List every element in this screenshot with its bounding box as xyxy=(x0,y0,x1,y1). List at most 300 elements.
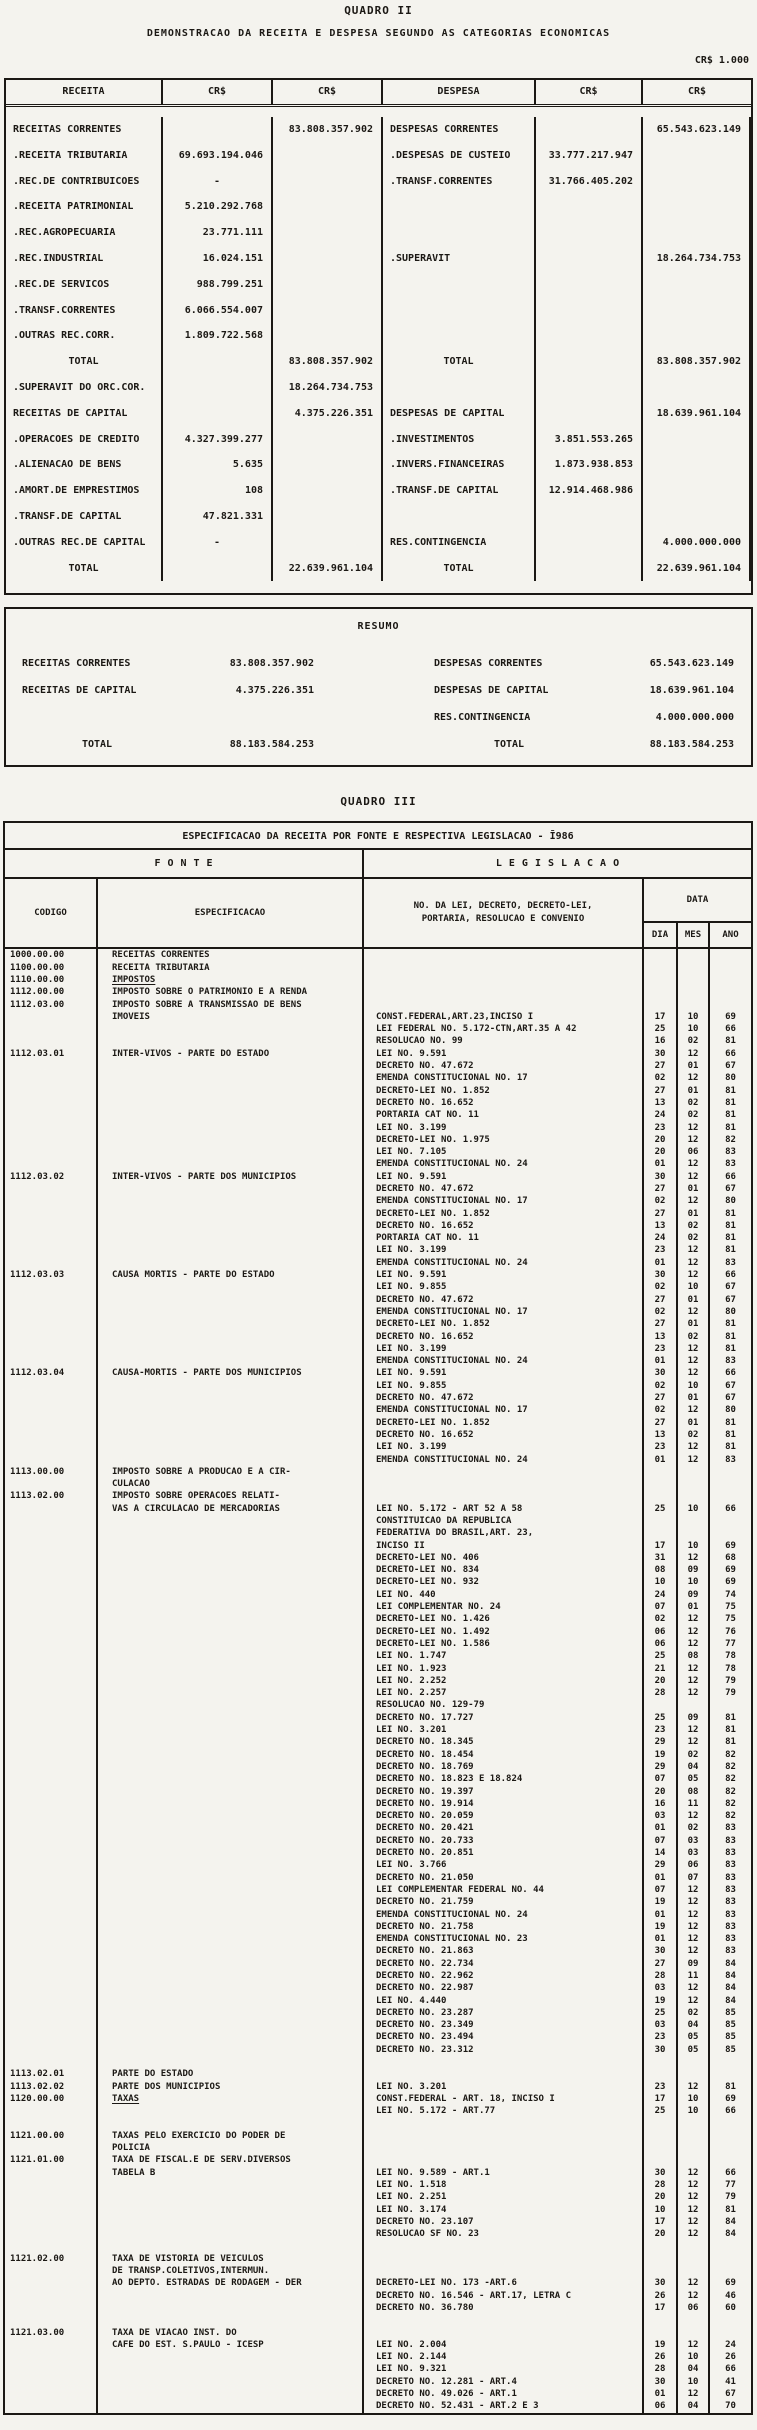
q3-ano-cell: 69 xyxy=(725,2093,736,2104)
q3-mes-cell: 10 xyxy=(678,1023,710,1035)
q2-receita-label: .REC.AGROPECUARIA xyxy=(6,220,163,246)
q3-dia-cell: 26 xyxy=(644,2351,678,2363)
q3-legislacao-cell xyxy=(364,949,644,961)
q3-codigo-cell xyxy=(5,2277,98,2289)
q3-codigo-cell: 1121.02.00 xyxy=(5,2253,98,2265)
q3-legislacao-cell: LEI NO. 5.172 - ART.77 xyxy=(364,2105,644,2117)
q3-ano-cell: 83 xyxy=(725,1860,736,1871)
q3-codigo-cell xyxy=(5,1749,98,1761)
q3-especificacao-cell xyxy=(98,2044,364,2056)
q3-mes-cell: 02 xyxy=(678,1109,710,1121)
q3-dia-cell: 07 xyxy=(644,1773,678,1785)
q3-codigo-cell xyxy=(5,1884,98,1896)
q3-legislacao-cell: LEI NO. 3.201 xyxy=(364,1724,644,1736)
q3-codigo-cell xyxy=(5,2056,98,2068)
q3-dia-cell xyxy=(644,2154,678,2166)
q3-especificacao-cell xyxy=(98,1281,364,1293)
q2-receita-label: .AMORT.DE EMPRESTIMOS xyxy=(6,478,163,504)
q2-receita-total xyxy=(273,220,383,246)
quadro2-table xyxy=(4,78,753,595)
q3-dia-cell: 01 xyxy=(644,2388,678,2400)
q3-dia-cell: 27 xyxy=(644,1060,678,1072)
q3-mes-cell: 01 xyxy=(678,1417,710,1429)
q3-mes-cell: 02 xyxy=(678,1331,710,1343)
q3-legislacao-cell: DECRETO NO. 18.769 xyxy=(364,1761,644,1773)
q3-especificacao-cell: PARTE DOS MUNICIPIOS xyxy=(98,2081,364,2093)
q3-especificacao-cell xyxy=(98,2314,364,2326)
q3-especificacao-cell xyxy=(98,1847,364,1859)
column-header-lei-line2: PORTARIA, RESOLUCAO E CONVENIO xyxy=(421,914,585,925)
q3-dia-cell: 25 xyxy=(644,1650,678,1662)
q3-dia-cell: 23 xyxy=(644,1343,678,1355)
q3-codigo-cell xyxy=(5,1503,98,1515)
q3-ano-cell: 82 xyxy=(725,1774,736,1785)
q3-table-line xyxy=(5,2130,751,2142)
q3-dia-cell: 13 xyxy=(644,1097,678,1109)
q3-legislacao-cell: DECRETO NO. 49.026 - ART.1 xyxy=(364,2388,644,2400)
q3-mes-cell: 12 xyxy=(678,1122,710,1134)
q3-especificacao-cell: IMPOSTO SOBRE OPERACOES RELATI- xyxy=(98,1490,364,1502)
q3-legislacao-cell: RESOLUCAO NO. 99 xyxy=(364,1035,644,1047)
q2-table-row xyxy=(6,530,751,556)
q3-legislacao-cell xyxy=(364,2265,644,2277)
q3-dia-cell: 14 xyxy=(644,1847,678,1859)
q3-legislacao-cell: DECRETO NO. 18.345 xyxy=(364,1736,644,1748)
q3-table-line xyxy=(5,949,751,961)
q3-codigo-cell xyxy=(5,1982,98,1994)
q3-table-line xyxy=(5,2302,751,2314)
q3-mes-cell xyxy=(678,1478,710,1490)
q3-dia-cell: 02 xyxy=(644,1072,678,1084)
q3-especificacao-cell xyxy=(98,1072,364,1084)
q3-ano-cell xyxy=(710,1699,751,1711)
q3-dia-cell: 31 xyxy=(644,1552,678,1564)
q3-table-line xyxy=(5,1048,751,1060)
q3-legislacao-cell: LEI NO. 4.440 xyxy=(364,1995,644,2007)
q3-ano-cell: 81 xyxy=(725,1220,736,1231)
q2-receita-value xyxy=(163,117,273,143)
q3-legislacao-cell: DECRETO NO. 21.863 xyxy=(364,1945,644,1957)
q3-ano-cell: 81 xyxy=(725,1036,736,1047)
q3-mes-cell xyxy=(678,962,710,974)
q3-codigo-cell xyxy=(5,2044,98,2056)
q3-legislacao-cell: LEI FEDERAL NO. 5.172-CTN,ART.35 A 42 xyxy=(364,1023,644,1035)
q3-especificacao-cell: IMOVEIS xyxy=(98,1011,364,1023)
q3-legislacao-cell: LEI NO. 9.591 xyxy=(364,1048,644,1060)
q3-dia-cell: 20 xyxy=(644,1146,678,1158)
q3-table-line xyxy=(5,2031,751,2043)
q3-ano-cell: 84 xyxy=(725,1983,736,1994)
q3-dia-cell: 28 xyxy=(644,2363,678,2375)
q2-despesa-value: 1.873.938.853 xyxy=(536,452,643,478)
q2-receita-total: 4.375.226.351 xyxy=(273,401,383,427)
q3-mes-cell: 02 xyxy=(678,1220,710,1232)
q3-table-line xyxy=(5,2400,751,2412)
column-header-cr2: CR$ xyxy=(273,80,383,104)
q3-codigo-cell xyxy=(5,2302,98,2314)
q2-despesa-label: TOTAL xyxy=(383,349,536,375)
q2-receita-total xyxy=(273,452,383,478)
q2-despesa-label xyxy=(383,194,536,220)
q3-codigo-cell xyxy=(5,1872,98,1884)
q3-codigo-cell xyxy=(5,2400,98,2412)
q3-especificacao-cell: TAXA DE VIACAO INST. DO xyxy=(98,2327,364,2339)
q2-despesa-value: 3.851.553.265 xyxy=(536,427,643,453)
q3-ano-cell: 70 xyxy=(725,2401,736,2412)
q3-mes-cell: 12 xyxy=(678,1171,710,1183)
q3-table-line xyxy=(5,1454,751,1466)
resumo-label: DESPESAS CORRENTES xyxy=(434,658,543,670)
q3-especificacao-cell xyxy=(98,1195,364,1207)
q3-codigo-cell xyxy=(5,1613,98,1625)
q3-dia-cell xyxy=(644,949,678,961)
q3-mes-cell: 12 xyxy=(678,2191,710,2203)
q3-especificacao-cell: RECEITAS CORRENTES xyxy=(98,949,364,961)
q3-mes-cell: 04 xyxy=(678,2400,710,2412)
q3-legislacao-cell: DECRETO NO. 22.962 xyxy=(364,1970,644,1982)
column-header-cr4: CR$ xyxy=(687,86,707,97)
q3-mes-cell: 12 xyxy=(678,1454,710,1466)
q3-ano-cell: 66 xyxy=(725,2364,736,2375)
q3-mes-cell: 02 xyxy=(678,1749,710,1761)
q3-codigo-cell xyxy=(5,2314,98,2326)
q3-dia-cell: 19 xyxy=(644,1896,678,1908)
q3-table-line xyxy=(5,1872,751,1884)
q3-codigo-cell xyxy=(5,1761,98,1773)
q3-table-line xyxy=(5,1183,751,1195)
q3-table-line xyxy=(5,1527,751,1539)
q3-especificacao-cell xyxy=(98,1761,364,1773)
resumo-line-receitas xyxy=(22,704,314,731)
q3-codigo-cell xyxy=(5,2179,98,2191)
q3-table-line xyxy=(5,1318,751,1330)
q3-table-line xyxy=(5,1921,751,1933)
q3-table-line xyxy=(5,1392,751,1404)
q3-especificacao-cell xyxy=(98,1909,364,1921)
q3-table-line xyxy=(5,1773,751,1785)
q3-table-line xyxy=(5,1122,751,1134)
q3-dia-cell: 06 xyxy=(644,2400,678,2412)
q2-table-row xyxy=(6,272,751,298)
q3-codigo-cell xyxy=(5,1810,98,1822)
resumo-label: TOTAL xyxy=(81,739,113,751)
q3-dia-cell: 30 xyxy=(644,2167,678,2179)
q3-table-line xyxy=(5,1896,751,1908)
q3-table-line xyxy=(5,2204,751,2216)
q3-especificacao-cell: CAUSA-MORTIS - PARTE DOS MUNICIPIOS xyxy=(98,1367,364,1379)
q2-receita-total xyxy=(273,323,383,349)
q3-ano-cell: 81 xyxy=(725,1208,736,1219)
q3-legislacao-cell: DECRETO NO. 16.652 xyxy=(364,1220,644,1232)
q3-legislacao-cell: DECRETO NO. 19.397 xyxy=(364,1786,644,1798)
q3-codigo-cell xyxy=(5,1097,98,1109)
q3-codigo-cell xyxy=(5,1035,98,1047)
q3-codigo-cell xyxy=(5,1712,98,1724)
q3-table-line xyxy=(5,1355,751,1367)
q3-mes-cell: 12 xyxy=(678,2339,710,2351)
q3-legislacao-cell: DECRETO NO. 16.652 xyxy=(364,1331,644,1343)
q2-despesa-label: .INVERS.FINANCEIRAS xyxy=(383,452,536,478)
q3-dia-cell: 25 xyxy=(644,1023,678,1035)
q3-table-line xyxy=(5,1613,751,1625)
q3-table-line xyxy=(5,2241,751,2253)
q3-especificacao-cell xyxy=(98,2228,364,2240)
q3-legislacao-cell: LEI NO. 3.199 xyxy=(364,1122,644,1134)
q3-legislacao-cell: DECRETO-LEI NO. 1.492 xyxy=(364,1626,644,1638)
q3-table-line xyxy=(5,1072,751,1084)
q3-especificacao-cell xyxy=(98,2376,364,2388)
q3-codigo-cell xyxy=(5,2376,98,2388)
q3-ano-cell xyxy=(710,1466,751,1478)
q2-despesa-label: .TRANSF.DE CAPITAL xyxy=(383,478,536,504)
q2-receita-label: .SUPERAVIT DO ORC.COR. xyxy=(6,375,163,401)
q3-especificacao-cell xyxy=(98,1724,364,1736)
q3-dia-cell: 01 xyxy=(644,1454,678,1466)
q3-legislacao-cell: LEI NO. 9.321 xyxy=(364,2363,644,2375)
q3-codigo-cell xyxy=(5,1822,98,1834)
q3-mes-cell: 11 xyxy=(678,1798,710,1810)
q3-ano-cell: 81 xyxy=(725,1712,736,1723)
q3-mes-cell: 12 xyxy=(678,1945,710,1957)
q3-legislacao-cell: LEI COMPLEMENTAR FEDERAL NO. 44 xyxy=(364,1884,644,1896)
q3-especificacao-cell xyxy=(98,1097,364,1109)
q3-mes-cell: 06 xyxy=(678,1859,710,1871)
q2-despesa-value: 31.766.405.202 xyxy=(536,169,643,195)
q3-especificacao-cell xyxy=(98,1613,364,1625)
q2-table-row xyxy=(6,478,751,504)
q3-codigo-cell xyxy=(5,2388,98,2400)
q3-ano-cell xyxy=(710,2253,751,2265)
q3-dia-cell: 16 xyxy=(644,1798,678,1810)
q3-legislacao-cell: DECRETO NO. 47.672 xyxy=(364,1392,644,1404)
q3-table-line xyxy=(5,1540,751,1552)
q3-table-line xyxy=(5,1736,751,1748)
q3-codigo-cell xyxy=(5,1958,98,1970)
q3-mes-cell: 12 xyxy=(678,1933,710,1945)
q3-mes-cell xyxy=(678,2068,710,2080)
q3-mes-cell: 12 xyxy=(678,1404,710,1416)
q3-table-line xyxy=(5,1331,751,1343)
q3-ano-cell: 67 xyxy=(725,1183,736,1194)
q3-especificacao-cell xyxy=(98,1515,364,1527)
q3-dia-cell: 27 xyxy=(644,1318,678,1330)
q3-legislacao-cell: DECRETO NO. 23.349 xyxy=(364,2019,644,2031)
q3-ano-cell: 79 xyxy=(725,1675,736,1686)
q3-table-line xyxy=(5,2339,751,2351)
q3-mes-cell: 12 xyxy=(678,1675,710,1687)
q3-legislacao-cell: DECRETO NO. 20.059 xyxy=(364,1810,644,1822)
q3-legislacao-cell: DECRETO NO. 23.287 xyxy=(364,2007,644,2019)
column-header-dia: DIA xyxy=(644,923,678,947)
q3-mes-cell: 11 xyxy=(678,1970,710,1982)
q3-mes-cell: 12 xyxy=(678,2204,710,2216)
q3-legislacao-cell: DECRETO NO. 52.431 - ART.2 E 3 xyxy=(364,2400,644,2412)
q3-table-line xyxy=(5,1822,751,1834)
q3-ano-cell: 81 xyxy=(725,1331,736,1342)
q3-ano-cell xyxy=(710,974,751,986)
q3-ano-cell: 81 xyxy=(725,1110,736,1121)
q3-table-line xyxy=(5,2277,751,2289)
q3-especificacao-cell xyxy=(98,1663,364,1675)
q3-dia-cell: 19 xyxy=(644,1995,678,2007)
q2-despesa-total xyxy=(643,375,751,401)
q3-dia-cell xyxy=(644,2327,678,2339)
q3-mes-cell: 10 xyxy=(678,2105,710,2117)
q3-table-line xyxy=(5,1220,751,1232)
q3-mes-cell: 12 xyxy=(678,1195,710,1207)
q3-ano-cell xyxy=(710,962,751,974)
q3-codigo-cell xyxy=(5,1085,98,1097)
q2-receita-label: .TRANSF.CORRENTES xyxy=(6,298,163,324)
q3-mes-cell: 01 xyxy=(678,1060,710,1072)
q3-especificacao-cell xyxy=(98,1712,364,1724)
q3-dia-cell: 02 xyxy=(644,1195,678,1207)
q3-ano-cell: 67 xyxy=(725,1294,736,1305)
q3-table-line xyxy=(5,2314,751,2326)
q3-table-line xyxy=(5,1675,751,1687)
q3-codigo-cell xyxy=(5,1478,98,1490)
q3-especificacao-cell: INTER-VIVOS - PARTE DOS MUNICIPIOS xyxy=(98,1171,364,1183)
q3-mes-cell: 10 xyxy=(678,2351,710,2363)
q3-codigo-cell: 1120.00.00 xyxy=(5,2093,98,2105)
q3-especificacao-cell xyxy=(98,1134,364,1146)
q3-codigo-cell xyxy=(5,1798,98,1810)
q3-especificacao-cell xyxy=(98,2363,364,2375)
q3-especificacao-cell xyxy=(98,1773,364,1785)
q3-codigo-cell xyxy=(5,1552,98,1564)
q3-mes-cell: 12 xyxy=(678,1884,710,1896)
q3-legislacao-cell xyxy=(364,2253,644,2265)
q3-legislacao-cell xyxy=(364,1490,644,1502)
q3-ano-cell xyxy=(710,2130,751,2142)
q3-mes-cell: 12 xyxy=(678,1613,710,1625)
q3-table-line xyxy=(5,1945,751,1957)
q3-ano-cell xyxy=(710,2314,751,2326)
q3-legislacao-cell: CONST.FEDERAL,ART.23,INCISO I xyxy=(364,1011,644,1023)
q3-mes-cell xyxy=(678,974,710,986)
q2-receita-value: - xyxy=(163,530,273,556)
q2-receita-value: 5.635 xyxy=(163,452,273,478)
q3-legislacao-cell: EMENDA CONSTITUCIONAL NO. 17 xyxy=(364,1404,644,1416)
q3-especificacao-cell xyxy=(98,2191,364,2203)
resumo-line-receitas xyxy=(22,677,314,704)
quadro3-body xyxy=(5,949,751,2412)
q3-table-line xyxy=(5,2154,751,2166)
q3-codigo-cell: 1110.00.00 xyxy=(5,974,98,986)
q3-especificacao-cell: RECEITA TRIBUTARIA xyxy=(98,962,364,974)
q3-dia-cell: 25 xyxy=(644,1712,678,1724)
q3-dia-cell xyxy=(644,2265,678,2277)
q3-legislacao-cell: DECRETO NO. 16.546 - ART.17, LETRA C xyxy=(364,2290,644,2302)
q3-legislacao-cell: LEI NO. 1.518 xyxy=(364,2179,644,2191)
q3-ano-cell: 77 xyxy=(725,2180,736,2191)
q3-codigo-cell xyxy=(5,1515,98,1527)
q3-especificacao-cell xyxy=(98,1552,364,1564)
column-header-codigo: CODIGO xyxy=(5,879,98,947)
q3-especificacao-cell xyxy=(98,2056,364,2068)
q3-table-line xyxy=(5,2327,751,2339)
q3-especificacao-cell xyxy=(98,1859,364,1871)
q3-ano-cell: 69 xyxy=(725,1577,736,1588)
q3-dia-cell: 06 xyxy=(644,1626,678,1638)
q3-especificacao-cell xyxy=(98,1158,364,1170)
q3-table-line xyxy=(5,1417,751,1429)
q3-table-line xyxy=(5,2265,751,2277)
q2-despesa-label: .INVESTIMENTOS xyxy=(383,427,536,453)
q3-especificacao-cell xyxy=(98,1035,364,1047)
q3-codigo-cell xyxy=(5,1576,98,1588)
q3-legislacao-cell: DECRETO NO. 21.758 xyxy=(364,1921,644,1933)
q2-table-row xyxy=(6,427,751,453)
q3-ano-cell: 81 xyxy=(725,1429,736,1440)
q3-dia-cell: 27 xyxy=(644,1417,678,1429)
q3-codigo-cell xyxy=(5,2007,98,2019)
q3-mes-cell: 09 xyxy=(678,1564,710,1576)
q3-dia-cell: 30 xyxy=(644,2376,678,2388)
q3-legislacao-cell: CONST.FEDERAL - ART. 18, INCISO I xyxy=(364,2093,644,2105)
q3-mes-cell: 10 xyxy=(678,2376,710,2388)
q3-especificacao-cell: VAS A CIRCULACAO DE MERCADORIAS xyxy=(98,1503,364,1515)
q3-table-line xyxy=(5,1380,751,1392)
q3-legislacao-cell: RESOLUCAO NO. 129-79 xyxy=(364,1699,644,1711)
q3-legislacao-cell: INCISO II xyxy=(364,1540,644,1552)
q3-ano-cell: 84 xyxy=(725,1958,736,1969)
q3-table-line xyxy=(5,1798,751,1810)
q3-especificacao-cell: TAXA DE FISCAL.E DE SERV.DIVERSOS xyxy=(98,2154,364,2166)
q3-dia-cell: 23 xyxy=(644,1441,678,1453)
q2-table-row xyxy=(6,349,751,375)
q3-table-line xyxy=(5,1859,751,1871)
q3-dia-cell: 27 xyxy=(644,1208,678,1220)
q3-mes-cell: 02 xyxy=(678,1035,710,1047)
q3-mes-cell: 12 xyxy=(678,1072,710,1084)
q3-mes-cell: 05 xyxy=(678,2044,710,2056)
q3-legislacao-cell xyxy=(364,2154,644,2166)
q3-codigo-cell xyxy=(5,2265,98,2277)
resumo-line-receitas xyxy=(22,731,314,758)
q3-dia-cell: 10 xyxy=(644,1576,678,1588)
q3-legislacao-cell: DECRETO NO. 22.734 xyxy=(364,1958,644,1970)
q3-legislacao-cell: DECRETO NO. 20.421 xyxy=(364,1822,644,1834)
q3-table-line xyxy=(5,1712,751,1724)
q3-mes-cell: 01 xyxy=(678,1392,710,1404)
resumo-label: RES.CONTINGENCIA xyxy=(434,712,531,724)
q3-codigo-cell: 1113.02.00 xyxy=(5,1490,98,1502)
q3-codigo-cell xyxy=(5,2204,98,2216)
q3-dia-cell xyxy=(644,974,678,986)
resumo-value: 88.183.584.253 xyxy=(649,739,734,751)
q3-ano-cell xyxy=(710,2142,751,2154)
q3-dia-cell: 20 xyxy=(644,2191,678,2203)
q2-table-row xyxy=(6,143,751,169)
q2-despesa-value: 12.914.468.986 xyxy=(536,478,643,504)
q3-ano-cell xyxy=(710,2154,751,2166)
q3-especificacao-cell xyxy=(98,2007,364,2019)
q3-ano-cell: 67 xyxy=(725,1380,736,1391)
q3-legislacao-cell: DECRETO NO. 20.733 xyxy=(364,1835,644,1847)
q3-especificacao-cell: DE TRANSP.COLETIVOS,INTERMUN. xyxy=(98,2265,364,2277)
q3-mes-cell xyxy=(678,2253,710,2265)
q3-mes-cell xyxy=(678,1527,710,1539)
q3-legislacao-cell: DECRETO NO. 36.780 xyxy=(364,2302,644,2314)
q3-table-line xyxy=(5,1835,751,1847)
q3-codigo-cell: 1112.03.00 xyxy=(5,999,98,1011)
q3-codigo-cell xyxy=(5,2290,98,2302)
q3-table-line xyxy=(5,1023,751,1035)
q2-despesa-value xyxy=(536,194,643,220)
q3-codigo-cell: 1112.00.00 xyxy=(5,986,98,998)
q3-legislacao-cell: EMENDA CONSTITUCIONAL NO. 24 xyxy=(364,1257,644,1269)
